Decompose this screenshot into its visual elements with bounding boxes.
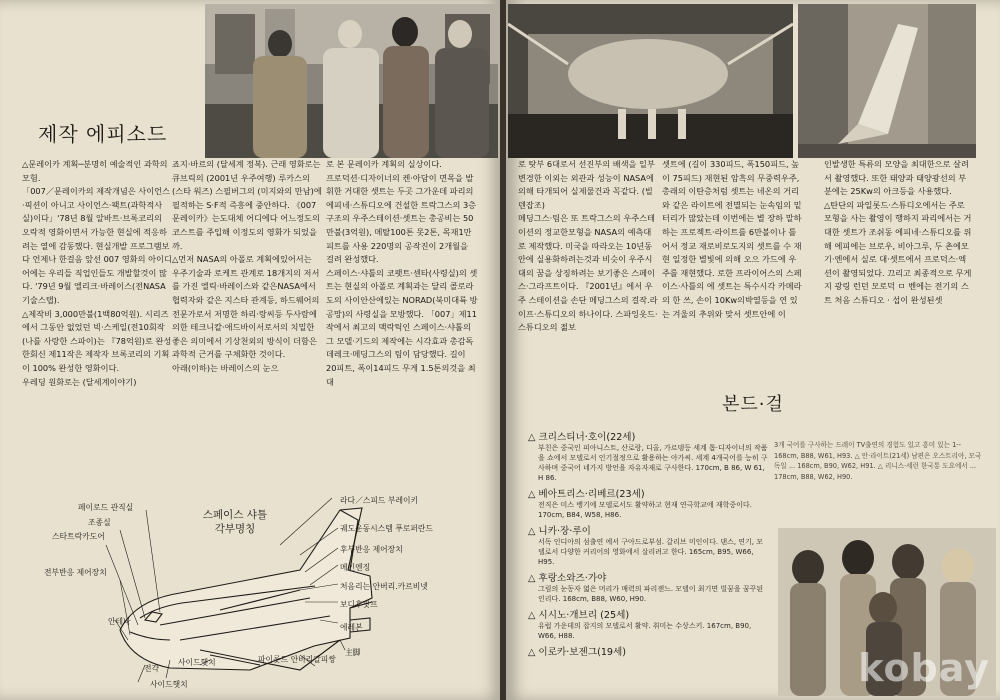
label-main-engine: 메인엔징 xyxy=(340,563,371,572)
paragraph: △탄단의 파일롯드·스튜디오에서는 주로 모형을 사는 촬영이 행하지 파리에서는 거대한 셋트가 조쉬동 에피네·스튜디오를 위해 에피에는 브로우, 비아그루, 두 촌에모기·엔에서 실로 대·셋트에서 프로덕스·엑션이 촬영되었다. 끄리고 최종적으로 무게지 광링 런던 모로덕 ㅁ 벤에는 전기의 스트 처음 스튜디오 · 섭이 완성된셋 xyxy=(824,199,972,305)
paragraph: 스페이스·샤틀의 코팻트·센타(사령실)의 셋트는 현실의 아폴로 계획과는 달리 콜로라도의 사이안산에있는 NORAD(북미대륙 방공망)의 사령실을 모방했다. 「007」제11작에서 최고의 맥락틱인 스페이스·샤톨의 그 모델·기드의 제작에는 시각효과 총감독 데레크·메딩그스의 팀이 담당했다. 길이 20피트, 폭이14피드 무게 1.5톤의것을 최대 xyxy=(326,267,478,387)
actress-desc: 유럽 가운데의 잡지의 모델로서 활약. 취미는 수상스키. 167cm, B90, W66, H88. xyxy=(538,622,752,640)
label-antenna: 안테나 xyxy=(108,617,131,626)
label-side-hatch: 사이드햇치 xyxy=(178,658,216,667)
paragraph: 「007／문레이카의 제작개념은 사이언스·픽션이 아니고 사이언스·팩트(과학적사실)이다」'78년 8월 알바트·브록코리의 오락적 영화이면서 가능한 현실에 적응하려는 열에 감동했다. 현실개발 프로그램보다 언제나 한걸음 앞선 007 영화의 아이디어에는 우리들 직업인들도 개발할것이 많다. '79년 9월 엘리크·바레이스(전NASA기술스탭). xyxy=(22,186,172,305)
left-column-3 xyxy=(326,158,478,488)
list-item xyxy=(528,523,768,567)
paragraph: △문레이카 계획─분명히 예술적인 과학의 모험. xyxy=(22,159,168,183)
actress-name: △ 니카·장·루이 xyxy=(528,526,591,537)
actress-name: △ 시시노·개브리 (25세) xyxy=(528,610,630,621)
actress-name: △ 후랑소와즈·가야 xyxy=(528,573,607,584)
label-rudder: 라다／스피드 부레이키 xyxy=(340,496,419,505)
bond-girls-list xyxy=(528,426,768,698)
label-main-gear: 主脚 xyxy=(345,648,361,657)
label-nose-gear: 전각 xyxy=(144,664,160,673)
label-body-flap: 보디후팟프 xyxy=(340,600,378,609)
label-pilot-safety: 파이롯드 안비리칼피쌍 xyxy=(258,655,336,664)
paragraph: △먼저 NASA의 아폴로 계획에있어서는 우주기술과 로케트 관계로 18개지의 저서를 가진 엘릭·바레이스와 같은NASA에서 협력자와 같은 지스타 관계등, 하드웨어의 전문가로서 저명한 하리·랑씨등 두사람에 의한 테크니칼·애드바이서로서의 치밀한 좋은 의미에서 기상천외의 방식이 더함은 과학적 근거를 구체화한 것이다. xyxy=(172,254,320,360)
label-rear-reaction: 후부반응 제어장치 xyxy=(340,545,403,554)
label-reaction-control: 궤도운동시스템 푸로퍼란드 xyxy=(340,524,433,533)
list-item xyxy=(528,607,768,641)
paragraph: 죠지·바르의 (달세계 정복). 근래 영화로는 큐브릭의 (2001년 우주여행) 루카스의 (스타 워즈) 스필버그의 (미지와의 만남)에 필적하는 S·F적 즉흥에 중안하다. 《007 문레이카》는도대체 어디에다 어느정도의 코스트를 주입해 이정도의 영화가 되었을까. xyxy=(172,159,322,251)
label-payload-bay: 페이로드 관직실 xyxy=(78,503,134,512)
watermark: kobay xyxy=(858,646,990,690)
label-front-wheel: 사이드햇치 xyxy=(150,680,188,689)
label-vertical-stabilizer: 처음리는 안버리.카르비넷 xyxy=(340,582,428,591)
paragraph: 셋트에 (길이 330피드, 폭150피드, 높이 75피드) 재현된 암흑의 무중력우주, 총래의 이탄층처럼 셋트는 네온의 거리와 같은 라이트에 전멸되는 눈속임의 밑터리가 많았는데 이번에는 별 장하 말하하는 프로젝트·라이트를 6만볼이나 틀어서 정교 재로비로도지의 셋트를 수 재 현 일정한 별빛에 의해 오으 가드에 우주를 재현했다. 로한 프라이어스의 스페이스·사틀의 에 셋트는 특수시각 카메라 의 한 쓰, 손이 10Kw의박열등을 연 있는 겨울의 추위와 맞서 셋트안에 이 xyxy=(662,159,802,319)
cast-photo xyxy=(205,4,498,158)
left-column-2 xyxy=(172,158,322,488)
list-item xyxy=(528,486,768,520)
paragraph: 메딩그스·팀은 또 트락그스의 우주스테이션의 정교한모형을 NASA의 예측대로 제작했다. 미국을 따라오는 10년동안에 실용화하려는것과 비슷이 우주시대의 꿈을 상징하려는 보기좋은 스페이스·그라프트이다. 『2001년』에서 우주 스테이션을 손단 메딩그스의 걸작.라이프·스튜디오의 하나이다. 스파잉옷드·스튜디오의 젊보 xyxy=(518,213,658,333)
faded-side-text: 3개 국어를 구사하는 드레이 TV출연의 경험도 있고 흥미 있는 1-- 168cm, B88, W61, H93. △ 안·라이트(21세) 남편은 오스트리아, 모국 독일 ... 168cm, B90, W62, H91. △ 리니스·세런 한국통 도요에서 ... 178cm, B88, W62, H90. xyxy=(774,441,982,481)
set-photo-2 xyxy=(798,4,976,158)
paragraph: △제작비 3,000만불(1백80억원). 시리즈에서 그동안 없었던 빅·스케일(전10회작 (나를 사랑한 스파이)는 『78억원)로 완성한회신 제11작은 제작자 브록코리의 기획이 100% 완성한 영화이다. xyxy=(22,308,172,373)
paragraph: 우레딩 원화로는 (달세계이야기) xyxy=(22,376,137,387)
paragraph: 로 탓부 6대로서 선진부의 배색을 일부 변경한 이외는 외관과 성능이 NASA에 의해 타개되어 실제물건과 꼭같다. (빌덴잡조) xyxy=(518,159,655,210)
label-elevon: 에레본 xyxy=(340,623,363,632)
list-item xyxy=(528,644,768,658)
list-item xyxy=(528,570,768,604)
actress-name: △ 베아트리스·리베르(23세) xyxy=(528,489,645,500)
right-column-3 xyxy=(824,158,974,388)
label-star-tracker: 스타트락카도어 xyxy=(52,532,105,541)
actress-desc: 그림의 눈동자 엷은 머리가 매력의 파리젠느. 모델이 최기면 빌꿈을 꿈꾸된 인리다. 168cm, B88, W60, H90. xyxy=(538,585,764,603)
right-column-2 xyxy=(662,158,804,388)
actress-desc: 서독 인디아의 섬출연 에서 구아드로부섬. 갈리브 미인이다. 댄스, 연기, 모델로서 다양한 커리어의 영화에서 살리려고 한다. 165cm, B95, W66, H95. xyxy=(538,538,764,566)
paragraph: 아래(이하)는 바레이스의 눈으 xyxy=(172,362,279,373)
paragraph: 프로덕션·디자이너의 켄·아담이 면목을 발휘한 거대한 셋트는 두곳 그가운데 파리의 에피네·스튜디오에 건설한 트락그스의 3층구조의 우주스테이션·셋트는 총공비는 50만불(3억원), 메탈100톤 못2톤, 목재1만피트를 사용 220명의 공작진이 2개월을 걸려 완성했다. xyxy=(326,172,477,265)
left-column-1 xyxy=(22,158,172,488)
label-cockpit: 조종실 xyxy=(88,518,111,527)
diagram-title-line: 각부명칭 xyxy=(214,523,256,535)
actress-desc: 부친은 중국인 피아니스트, 산로랑, 디올, 가르뎅등 세계 톱·디자이너의 작품을 쇼에서 모델로서 인기절정으로 활용하는 아가씨. 세계 4개국어를 능히 구사하며 중국어 네가지 방언을 자유자재로 구사한다. 170cm, B 86, W 61, H 86. xyxy=(538,444,768,482)
label-forward-control: 전부반응 제어장치 xyxy=(44,568,107,577)
actress-name: △ 크리스티너·호이(22세) xyxy=(528,432,636,443)
list-item xyxy=(528,429,768,483)
bond-girl-heading: 본드·걸 xyxy=(722,394,784,415)
actress-desc: 전직은 미스 뱅기에 모델로서도 활약하고 현재 연극학교에 재학중이다. 170cm, B84, W58, H86. xyxy=(538,501,752,519)
page-title: 제작 에피소드 xyxy=(38,122,168,146)
set-photo-1 xyxy=(508,4,793,158)
right-page xyxy=(506,0,1000,700)
diagram-title-line: 스페이스 샤틀 xyxy=(202,509,268,521)
paragraph: 인발생한 특류의 모양을 최대한으로 살려서 촬영했다. 또한 태양과 태양광선의 부분에는 25Kw의 아크등을 사용했다. xyxy=(824,159,969,197)
paragraph: 로 본 문레이카 계획의 실상이다. xyxy=(326,159,442,169)
right-column-1 xyxy=(518,158,658,388)
actress-name: △ 이로카·보젠그(19세) xyxy=(528,647,627,658)
